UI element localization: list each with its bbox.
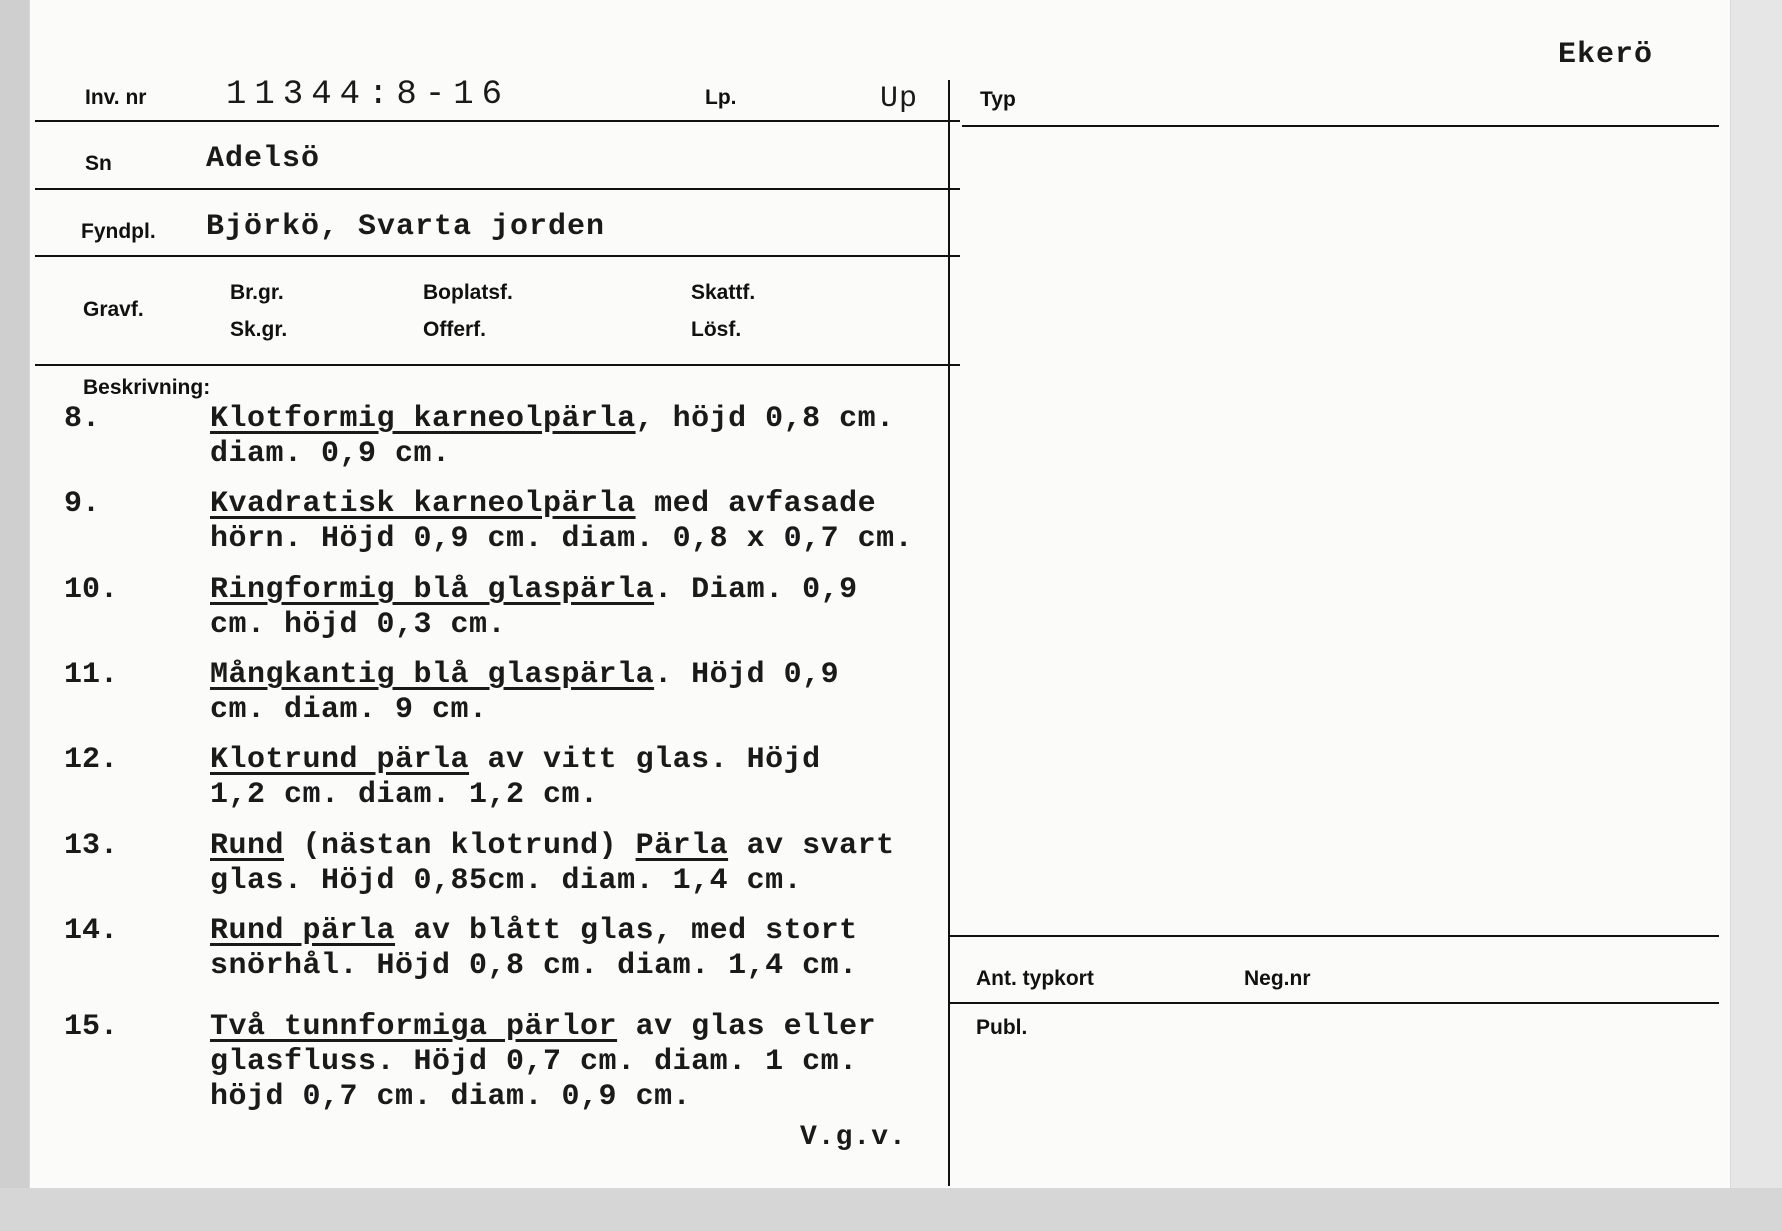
entry-number: 8. bbox=[64, 402, 101, 436]
entry-number: 14. bbox=[64, 914, 119, 948]
entry-line-1 bbox=[210, 402, 895, 436]
entry-line-1 bbox=[210, 487, 876, 521]
entry-line-2: hörn. Höjd 0,9 cm. diam. 0,8 x 0,7 cm. bbox=[210, 522, 914, 556]
entry-text: . Diam. 0,9 bbox=[654, 573, 858, 607]
sn-label: Sn bbox=[85, 152, 112, 175]
entry-line-2: snörhål. Höjd 0,8 cm. diam. 1,4 cm. bbox=[210, 949, 858, 983]
skgr-label: Sk.gr. bbox=[230, 318, 288, 341]
scan-margin-right bbox=[1730, 0, 1782, 1231]
entry-number: 10. bbox=[64, 573, 119, 607]
entry-line-1 bbox=[210, 743, 821, 777]
entry-line-2: diam. 0,9 cm. bbox=[210, 437, 451, 471]
brgr-label: Br.gr. bbox=[230, 281, 284, 304]
rule-above-publ bbox=[950, 1002, 1719, 1004]
catalogue-card bbox=[30, 0, 1730, 1188]
entry-line-2: cm. höjd 0,3 cm. bbox=[210, 608, 507, 642]
entry-number: 13. bbox=[64, 829, 119, 863]
column-divider bbox=[948, 80, 950, 1186]
entry-line-1 bbox=[210, 914, 858, 948]
entry-line-2: glasfluss. Höjd 0,7 cm. diam. 1 cm. bbox=[210, 1045, 858, 1079]
offerf-label: Offerf. bbox=[423, 318, 486, 341]
entry-line-1 bbox=[210, 573, 858, 607]
entry-line-2: glas. Höjd 0,85cm. diam. 1,4 cm. bbox=[210, 864, 803, 898]
entry-title: Kvadratisk karneolpärla bbox=[210, 487, 636, 521]
entry-title: Två tunnformiga pärlor bbox=[210, 1010, 618, 1044]
entry-line-1 bbox=[210, 1010, 876, 1044]
rule-under-sn bbox=[35, 188, 960, 190]
entry-title: Klotformig karneolpärla bbox=[210, 402, 636, 436]
entry-line-1 bbox=[210, 829, 895, 863]
entry-text-2: av svart bbox=[728, 829, 895, 863]
inv-nr-label: Inv. nr bbox=[85, 86, 147, 109]
fyndpl-value: Björkö, Svarta jorden bbox=[206, 210, 606, 244]
entry-number: 11. bbox=[64, 658, 119, 692]
rule-under-fyndpl bbox=[35, 255, 960, 257]
beskrivning-label: Beskrivning: bbox=[83, 376, 211, 399]
entry-number: 12. bbox=[64, 743, 119, 777]
sn-value: Adelsö bbox=[206, 142, 321, 176]
entry-title-2: Pärla bbox=[635, 829, 729, 863]
skattf-label: Skattf. bbox=[691, 281, 756, 304]
entry-text: av glas eller bbox=[617, 1010, 877, 1044]
gravf-label: Gravf. bbox=[83, 298, 144, 321]
lp-label: Lp. bbox=[705, 86, 737, 109]
entry-title: Klotrund pärla bbox=[210, 743, 470, 777]
entry-text: (nästan klotrund) bbox=[284, 829, 636, 863]
publ-label: Publ. bbox=[976, 1016, 1028, 1039]
scan-margin-bottom bbox=[0, 1188, 1782, 1231]
entry-line-2: cm. diam. 9 cm. bbox=[210, 693, 488, 727]
rule-under-inv bbox=[35, 120, 960, 122]
ant-typkort-label: Ant. typkort bbox=[976, 967, 1094, 990]
province-value: Up bbox=[880, 82, 919, 116]
entry-line-1 bbox=[210, 658, 839, 692]
losf-label: Lösf. bbox=[691, 318, 742, 341]
rule-under-gravf bbox=[35, 364, 960, 366]
entry-text: , höjd 0,8 cm. bbox=[635, 402, 895, 436]
neg-nr-label: Neg.nr bbox=[1244, 967, 1311, 990]
entry-line-3: höjd 0,7 cm. diam. 0,9 cm. bbox=[210, 1080, 692, 1114]
entry-line-2: 1,2 cm. diam. 1,2 cm. bbox=[210, 778, 599, 812]
rule-above-typkort bbox=[950, 935, 1719, 937]
entry-title: Rund pärla bbox=[210, 914, 396, 948]
inv-nr-value: 11344:8-16 bbox=[226, 76, 511, 114]
typ-label: Typ bbox=[980, 88, 1016, 111]
entry-title: Rund bbox=[210, 829, 285, 863]
entry-text: med avfasade bbox=[635, 487, 877, 521]
entry-title: Mångkantig blå glaspärla bbox=[210, 658, 655, 692]
boplatsf-label: Boplatsf. bbox=[423, 281, 513, 304]
entry-text: av vitt glas. Höjd bbox=[469, 743, 821, 777]
entry-text: . Höjd 0,9 bbox=[654, 658, 840, 692]
fyndpl-label: Fyndpl. bbox=[81, 220, 156, 243]
signature: V.g.v. bbox=[800, 1122, 907, 1153]
rule-under-typ bbox=[962, 125, 1719, 127]
entry-text: av blått glas, med stort bbox=[395, 914, 858, 948]
entry-title: Ringformig blå glaspärla bbox=[210, 573, 655, 607]
place-label: Ekerö bbox=[1558, 38, 1654, 72]
entry-number: 15. bbox=[64, 1010, 119, 1044]
entry-number: 9. bbox=[64, 487, 101, 521]
